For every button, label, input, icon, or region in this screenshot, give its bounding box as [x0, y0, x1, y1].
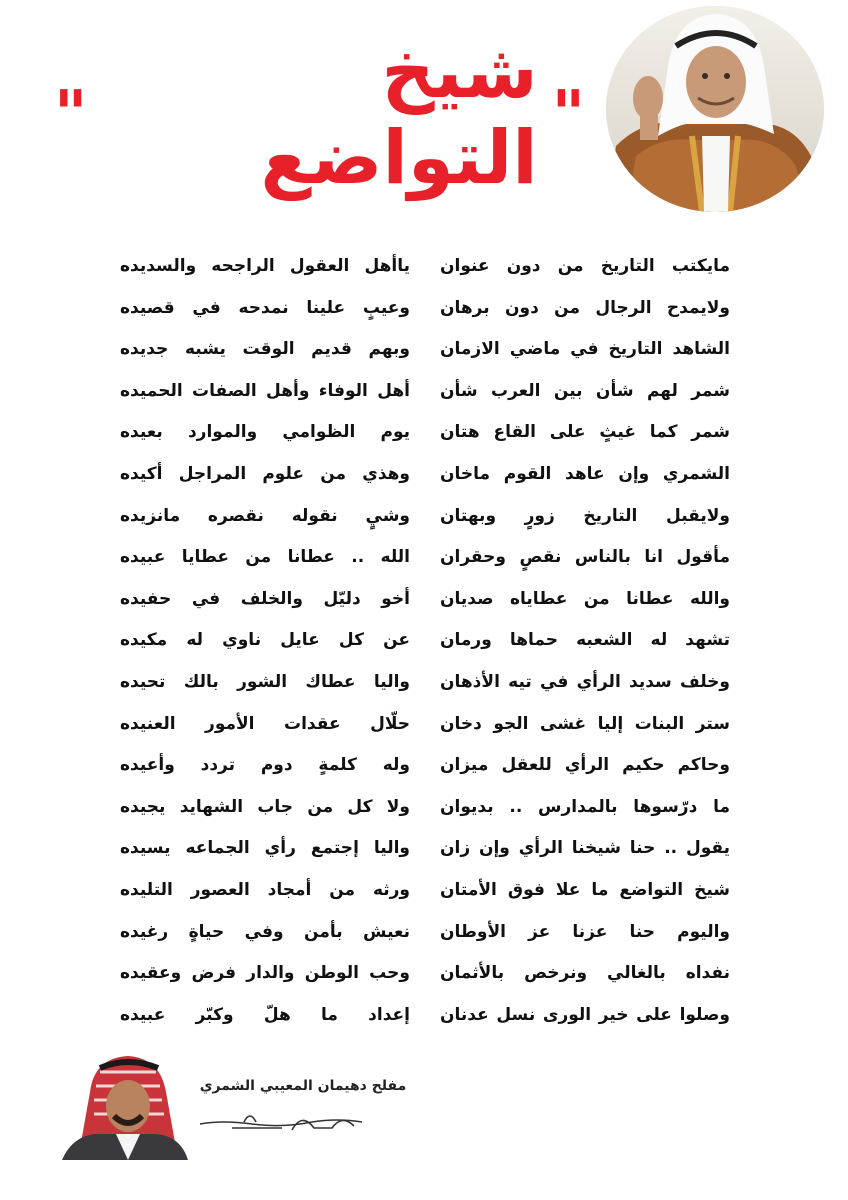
verse: مأقول انا بالناس نقصٍ وحقران: [440, 547, 730, 568]
verse: وحاكم حكيم الرأي للعقل ميزان: [440, 755, 730, 776]
verse: يوم الظوامي والموارد بعيده: [120, 422, 410, 443]
verse: وله كلمةٍ دوم تردد وأعيده: [120, 755, 410, 776]
verse: وبهم قديم الوقت يشبه جديده: [120, 339, 410, 360]
verse: أخو دليّل والخلف في حفيده: [120, 588, 410, 609]
verse: واليوم حنا عزنا عز الأوطان: [440, 921, 730, 942]
verse: نعيش بأمن وفي حياةٍ رغيده: [120, 921, 410, 942]
verse: وهذي من علوم المراجل أكيده: [120, 463, 410, 484]
verse: وشيٍ نقوله نقصره مانزيده: [120, 505, 410, 526]
verse: شيخ التواضع ما علا فوق الأمتان: [440, 879, 730, 900]
verse: الشمري وإن عاهد القوم ماخان: [440, 463, 730, 484]
verse: ياأهل العقول الراجحه والسديده: [120, 256, 410, 276]
verse: وخلف سديد الرأي في تيه الأذهان: [440, 671, 730, 692]
poem-left-column: [120, 246, 410, 1036]
sheikh-portrait: [606, 6, 824, 212]
poet-signature: [192, 1100, 372, 1140]
poet-name: مفلح دهيمان المعيبي الشمري: [199, 1078, 407, 1094]
verse: ولايمدح الرجال من دون برهان: [440, 297, 730, 318]
verse: واليا إجتمع رأي الجماعه يسيده: [120, 838, 410, 859]
verse: يقول .. حنا شيخنا الرأي وإن زان: [440, 838, 730, 859]
poem-title: [40, 29, 600, 201]
title-open-quote: ": [551, 78, 586, 152]
verse: شمر لهم شأن بين العرب شأن: [440, 380, 730, 401]
poet-photo: [60, 1052, 190, 1160]
verse: الشاهد التاريخ في ماضي الازمان: [440, 339, 730, 360]
verse: حلّال عقدات الأمور العنيده: [120, 713, 410, 734]
verse: ولايقبل التاريخ زورٍ وبهتان: [440, 505, 730, 526]
verse: والله عطانا من عطاياه صديان: [440, 588, 730, 609]
verse: شمر كما غيثٍ على القاع هتان: [440, 422, 730, 443]
verse: وعيبٍ علينا نمدحه في قصيده: [120, 297, 410, 318]
verse: عن كل عايل ناوي له مكيده: [120, 630, 410, 651]
poem-body: [80, 246, 770, 1036]
verse: ما درّسوها بالمدارس .. بديوان: [440, 796, 730, 817]
poem-right-column: [440, 246, 730, 1036]
verse: أهل الوفاء وأهل الصفات الحميده: [120, 380, 410, 401]
verse: ولا كل من جاب الشهايد يجيده: [120, 796, 410, 817]
verse: نفداه بالغالي ونرخص بالأثمان: [440, 963, 730, 984]
verse: وصلوا على خير الورى نسل عدنان: [440, 1004, 730, 1025]
verse: ستر البنات إليا غشى الجو دخان: [440, 713, 730, 734]
verse: تشهد له الشعبه حماها ورمان: [440, 630, 730, 651]
verse: مايكتب التاريخ من دون عنوان: [440, 256, 730, 276]
verse: واليا عطاك الشور بالك تحيده: [120, 671, 410, 692]
title-text: شيخ التواضع: [260, 29, 538, 201]
title-close-quote: ": [54, 78, 89, 152]
verse: الله .. عطانا من عطايا عبيده: [120, 547, 410, 568]
verse: وحب الوطن والدار فرض وعقيده: [120, 963, 410, 984]
verse: ورثه من أمجاد العصور التليده: [120, 879, 410, 900]
verse: إعداد ما هلّ وكبّر عبيده: [120, 1004, 410, 1025]
